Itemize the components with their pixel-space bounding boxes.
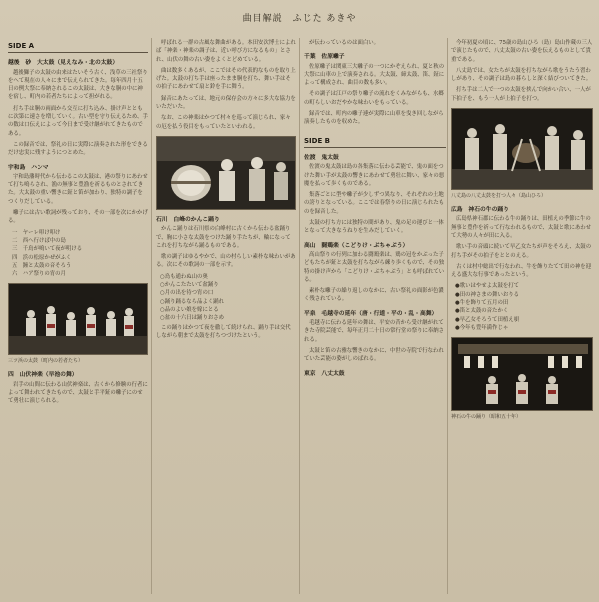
photo-dancers — [8, 283, 148, 355]
paragraph: 太鼓と笛の古雅な響きのなかに、中世の寺院で行なわれていた芸能の姿がしのばれる。 — [304, 347, 444, 363]
side-b-rule — [304, 147, 446, 148]
lyrics-block — [451, 282, 593, 332]
lyrics-block — [8, 229, 148, 279]
dancers-photo-image — [9, 284, 148, 354]
section-heading: 東京 八丈太鼓 — [304, 370, 345, 377]
lyric-line: ○かんこたたいて盆踊り — [160, 282, 219, 289]
photo-festival-hall — [451, 337, 593, 411]
paragraph: 録音では、町内の囃子連が実際に山車を曳き回しながら演奏したものを収めた。 — [304, 111, 444, 126]
section-heading: 佐渡 鬼太鼓 — [304, 154, 339, 161]
paragraph: この踊りはかつて夜を徹して続けられ、踊り手は交代しながら朝まで太鼓を打ちつづけたという。 — [156, 324, 291, 339]
paragraph: 録音にあたっては、地元の保存会の方々に多大な協力をいただいた。 — [156, 95, 296, 111]
lyric-line: ●早乙女そろうて田植え唄 — [455, 316, 520, 323]
photo-caption: 八丈島の八丈太鼓を打つ人々（島山ひろ） — [451, 193, 547, 200]
lyric-line: ●田の神さまの舞いおりる — [455, 291, 520, 298]
column-2 — [156, 38, 296, 598]
lyric-line: 六 ハア祭りの宵の月 — [12, 271, 66, 278]
paragraph: 佐原囃子は関東三大囃子の一つにかぞえられ、夏と秋の大祭に山車の上で演奏される。大太鼓、締太鼓、笛、鉦によって構成され、曲目の数も多い。 — [304, 63, 445, 87]
paragraph: 今年初夏の頃に、75歳の島山ひろ（島）島山作蔵の三人で演じたもので、八丈太鼓の古い姿を伝えるものとして貴重である。 — [451, 40, 593, 63]
section-heading: 高山 闘鶏楽（こどりけ・ぶちゃぶう） — [304, 242, 409, 249]
column-divider — [299, 38, 300, 594]
paragraph: 毛越寺に伝わる延年の舞は、平安の昔から受け継がれてきた寺院芸能で、毎年正月二十日の常行堂の祭りに奉納される。 — [304, 320, 445, 343]
photo-caption: 三ツ浜の太鼓（町内の若者たち） — [8, 358, 84, 365]
paragraph: 歌の調子はゆるやかで、山の村らしい素朴な味わいがある。次にその歌詞の一部を示す。 — [156, 254, 296, 269]
photo-hachijo-drummers — [451, 108, 593, 190]
column-4 — [451, 38, 593, 598]
paragraph: 岩手の山間に伝わる山伏神楽は、古くから修験の行者によって舞われてきたもので、太鼓と手平鉦の囃子にのせて勇壮に演じられる。 — [8, 381, 148, 405]
lyric-line: ●今年も豊年満作じゃ — [455, 324, 509, 331]
lyric-line: 一 ヤーレ叩け叩け — [12, 229, 61, 236]
photo-caption: 神石の牛の踊り（昭和五十年） — [451, 414, 522, 421]
lyric-line: ○品のよい娘を嫁にとる — [160, 306, 219, 313]
column-1 — [8, 38, 148, 598]
section-heading: 越後 砂 大太鼓（見えなみ・北の太鼓） — [8, 60, 119, 67]
paragraph: この録音では、祭礼の日に実際に演奏された形をできるだけ忠実に残すようにつとめた。 — [8, 141, 148, 157]
paragraph: 広島県神石郡に伝わる牛の踊りは、田植えの季節に牛の無事と豊作を祈って行なわれるもので、太鼓と歌にあわせて大勢の人々が田に入る。 — [451, 216, 592, 239]
paragraph: 素朴な囃子の繰り返しのなかに、古い祭礼の面影が色濃く残されている。 — [304, 288, 444, 303]
paragraph: 太鼓の打ち方には独特の間があり、鬼の足の運びと一体となって大きなうねりを生みだしていく。 — [304, 220, 444, 235]
lyric-line: 三 千鳥が鳴いて夜が明ける — [12, 246, 83, 253]
column-divider — [447, 38, 448, 594]
paragraph: 佐渡の鬼太鼓は島の各集落に伝わる芸能で、鬼の面をつけた舞い手が太鼓の響きにあわせて勇壮に舞い、家々の悪魔を払って歩くものである。 — [304, 164, 445, 187]
paragraph: 八丈島では、女たちが太鼓を打ちながら歌をうたう習わしがあり、その調子は島の暮らしと深く結びついてきた。 — [451, 67, 592, 83]
section-heading: 平泉 毛越寺の延年（唐・行道・平の・乱・高舞） — [304, 310, 438, 317]
section-heading: 四 山伏神楽（早池の舞） — [8, 372, 78, 379]
paragraph: 越後獅子の太鼓の由来はたいそう古く、浅草の三社祭りをへて現在の人々にまで伝えられてきた。毎年四月十五日の例大祭に奉納されるこの太鼓は、大きな胴の中に神を宿し、町内の若者たちによって担がれる。 — [8, 69, 148, 101]
paragraph: 曲は数多くあるが、ここではその代表的なものを取り上げた。太鼓の打ち手は座ったまま胴を打ち、舞い手はその拍子にあわせて扇と鈴を手に舞う。 — [156, 67, 296, 91]
paragraph: 宇和島藩時代から伝わるこの太鼓は、港の祭りにあわせて打ち鳴らされ、漁の無事と豊漁を祈るものとされてきた。大太鼓の重い響きに鉦と笛が加わり、独特の調子をつくりだしている。 — [8, 173, 148, 205]
side-a-label: SIDE A — [8, 42, 35, 50]
side-b-label: SIDE B — [304, 136, 331, 145]
paragraph: 歌い手の音頭に続いて早乙女たちが声をそろえ、太鼓の打ち手がその拍子をととのえる。 — [451, 244, 592, 259]
section-heading: 千葉 佐原囃子 — [304, 54, 345, 61]
paragraph: が伝わっているのは面白い。 — [309, 40, 380, 46]
lyrics-block — [156, 273, 296, 323]
festival-photo-image — [452, 338, 593, 410]
paragraph: 高山祭りの行列に加わる闘鶏楽は、鶏の冠をかぶった子どもたちが鉦と太鼓を打ちながら練り歩くもので、その独特の掛け声から「こどりけ・ぶちゃぶう」とも呼ばれている。 — [304, 251, 445, 283]
lyric-line: 二 西へ行けば中の島 — [12, 237, 66, 244]
hachijo-photo-image — [452, 109, 593, 189]
section-heading: 広島 神石の牛の踊り — [451, 207, 509, 214]
paragraph: 囃子には古い歌詞が残っており、その一部を次にかかげる。 — [8, 210, 148, 225]
paragraph: 集落ごとに型や囃子が少しずつ異なり、それぞれの土地の誇りとなっている。ここでは春祭りの日に演じられたものを録音した。 — [304, 192, 445, 215]
lyric-line: ○盆の十六日は踊りおさめ — [160, 315, 225, 322]
lyric-line: ●歌いはやせよ太鼓を打て — [455, 283, 520, 290]
column-3 — [304, 38, 446, 598]
lyric-line: ○鳥も通わぬ山の奥 — [160, 273, 208, 280]
lyric-line: ●笛と太鼓の音たかく — [455, 308, 509, 315]
section-heading: 石川 白峰のかんこ踊り — [156, 216, 220, 223]
lyric-line: 五 鐘と太鼓の音そろう — [12, 262, 72, 269]
column-divider — [151, 38, 152, 594]
section-heading: 宇和島 ハンマ — [8, 164, 49, 171]
lyric-line: ●牛を飾りて五月の田 — [455, 300, 509, 307]
lyric-line: 四 浜の松原かぜがふく — [12, 254, 72, 261]
photo-drummers — [156, 136, 296, 210]
page-title: 曲目解説 ふじた あきや — [242, 14, 357, 24]
lyric-line: ○月の出を待つ宵の口 — [160, 290, 214, 297]
paragraph: かんこ踊りは石川県の白峰村に古くから伝わる盆踊りで、胸に小さな太鼓をつけた踊り手たちが、輪になってこれを打ちながら踊るものである。 — [156, 226, 291, 249]
lyric-line: ○踊り踊るなら品よく踊れ — [160, 298, 225, 305]
paragraph: 打ち手は胴の両面から交互に打ち込み、掛け声とともに次第に速さを増していく。古い型を守り伝えるため、手の数は口伝えによって今日まで受け継がれてきたものである。 — [8, 105, 148, 137]
drummers-photo-image — [157, 137, 296, 209]
paragraph: その調子は江戸の祭り囃子の流れをくみながらも、水郷の町らしいおだやかな味わいをもっている。 — [304, 91, 444, 106]
paragraph: 打ち手は二人で一つの太鼓を挟んで向かい合い、一人が下拍子を、もう一人が上拍子を打つ。 — [451, 87, 591, 102]
side-a-rule — [8, 52, 148, 53]
paragraph: 呼ばれる一群の古風な舞曲がある。本田安次博士によれば「神楽・神楽の調子は、近い呼び方になるもの」とされ、山伏の舞の古い姿をよくとどめている。 — [156, 40, 296, 63]
paragraph: なお、この神楽はかつて村々を巡って演じられ、家々の厄を払う役目をもっていたといわれる。 — [156, 115, 291, 130]
paragraph: 古くは村中総出で行なわれ、牛を飾りたてて田の神を迎える盛大な行事であったという。 — [451, 263, 592, 279]
